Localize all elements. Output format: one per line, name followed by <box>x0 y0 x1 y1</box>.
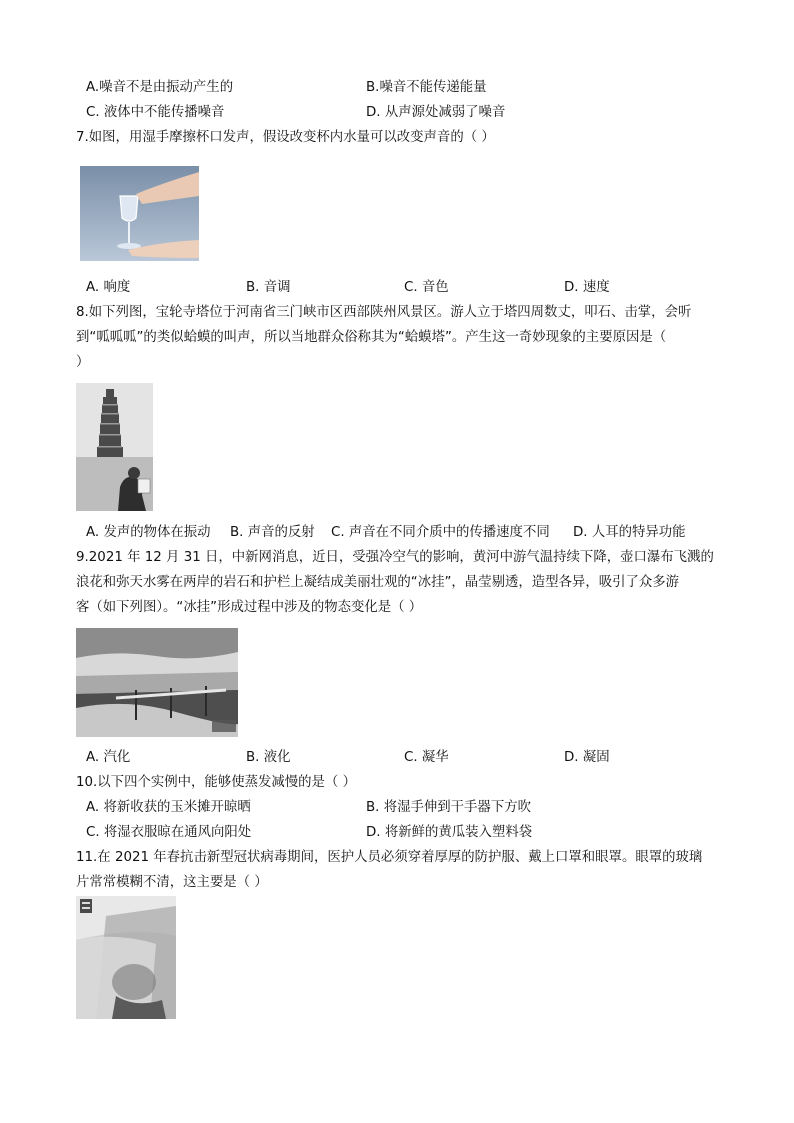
q8-option-b: B. 声音的反射 <box>230 525 315 540</box>
q10-option-c: C. 将湿衣服晾在通风向阳处 <box>86 825 252 840</box>
q10-option-a: A. 将新收获的玉米摊开晾晒 <box>86 800 251 815</box>
q9-stem-line2: 浪花和弥天水雾在两岸的岩石和护栏上凝结成美丽壮观的“冰挂”，晶莹剔透，造型各异，吸引了众多游 <box>76 575 680 590</box>
q8-stem-line1: 8.如下列图，宝轮寺塔位于河南省三门峡市区西部陕州风景区。游人立于塔四周数丈，叩石、击掌，会听 <box>76 305 692 320</box>
q11-goggles-photo <box>76 896 176 1019</box>
q6-option-a: A.噪音不是由振动产生的 <box>86 80 234 95</box>
q6-option-d: D. 从声源处减弱了噪音 <box>366 105 506 120</box>
q8-pagoda-photo <box>76 383 153 511</box>
q10-option-d: D. 将新鲜的黄瓜装入塑料袋 <box>366 825 533 840</box>
q9-ice-photo <box>76 628 238 737</box>
q7-option-b: B. 音调 <box>246 280 291 295</box>
q8-stem-line2: 到“呱呱呱”的类似蛤蟆的叫声，所以当地群众俗称其为“蛤蟆塔”。产生这一奇妙现象的主要原因是（ <box>76 330 667 345</box>
q10-stem: 10.以下四个实例中，能够使蒸发减慢的是（ ） <box>76 775 356 790</box>
q9-option-d: D. 凝固 <box>564 750 610 765</box>
q7-option-d: D. 速度 <box>564 280 610 295</box>
q7-glass-photo <box>80 166 199 261</box>
q7-stem: 7.如图，用湿手摩擦杯口发声，假设改变杯内水量可以改变声音的（ ） <box>76 130 495 145</box>
q9-option-a: A. 汽化 <box>86 750 131 765</box>
q7-option-c: C. 音色 <box>404 280 449 295</box>
q9-stem-line3: 客（如下列图）。“冰挂”形成过程中涉及的物态变化是（ ） <box>76 600 423 615</box>
q10-option-b: B. 将湿手伸到干手器下方吹 <box>366 800 531 815</box>
q9-option-c: C. 凝华 <box>404 750 449 765</box>
q9-option-b: B. 液化 <box>246 750 291 765</box>
q9-stem-line1: 9.2021 年 12 月 31 日，中新网消息，近日，受强冷空气的影响，黄河中游气温持续下降，壶口瀑布飞溅的 <box>76 550 714 565</box>
q8-option-a: A. 发声的物体在振动 <box>86 525 211 540</box>
q6-option-c: C. 液体中不能传播噪音 <box>86 105 225 120</box>
q8-option-c: C. 声音在不同介质中的传播速度不同 <box>331 525 550 540</box>
q8-stem-line3: ） <box>76 355 90 370</box>
q7-option-a: A. 响度 <box>86 280 131 295</box>
q11-stem-line1: 11.在 2021 年春抗击新型冠状病毒期间，医护人员必须穿着厚厚的防护服、戴上口罩和眼罩。眼罩的玻璃 <box>76 850 703 865</box>
q6-option-b: B.噪音不能传递能量 <box>366 80 487 95</box>
q8-option-d: D. 人耳的特异功能 <box>573 525 686 540</box>
q11-stem-line2: 片常常模糊不清，这主要是（ ） <box>76 875 268 890</box>
